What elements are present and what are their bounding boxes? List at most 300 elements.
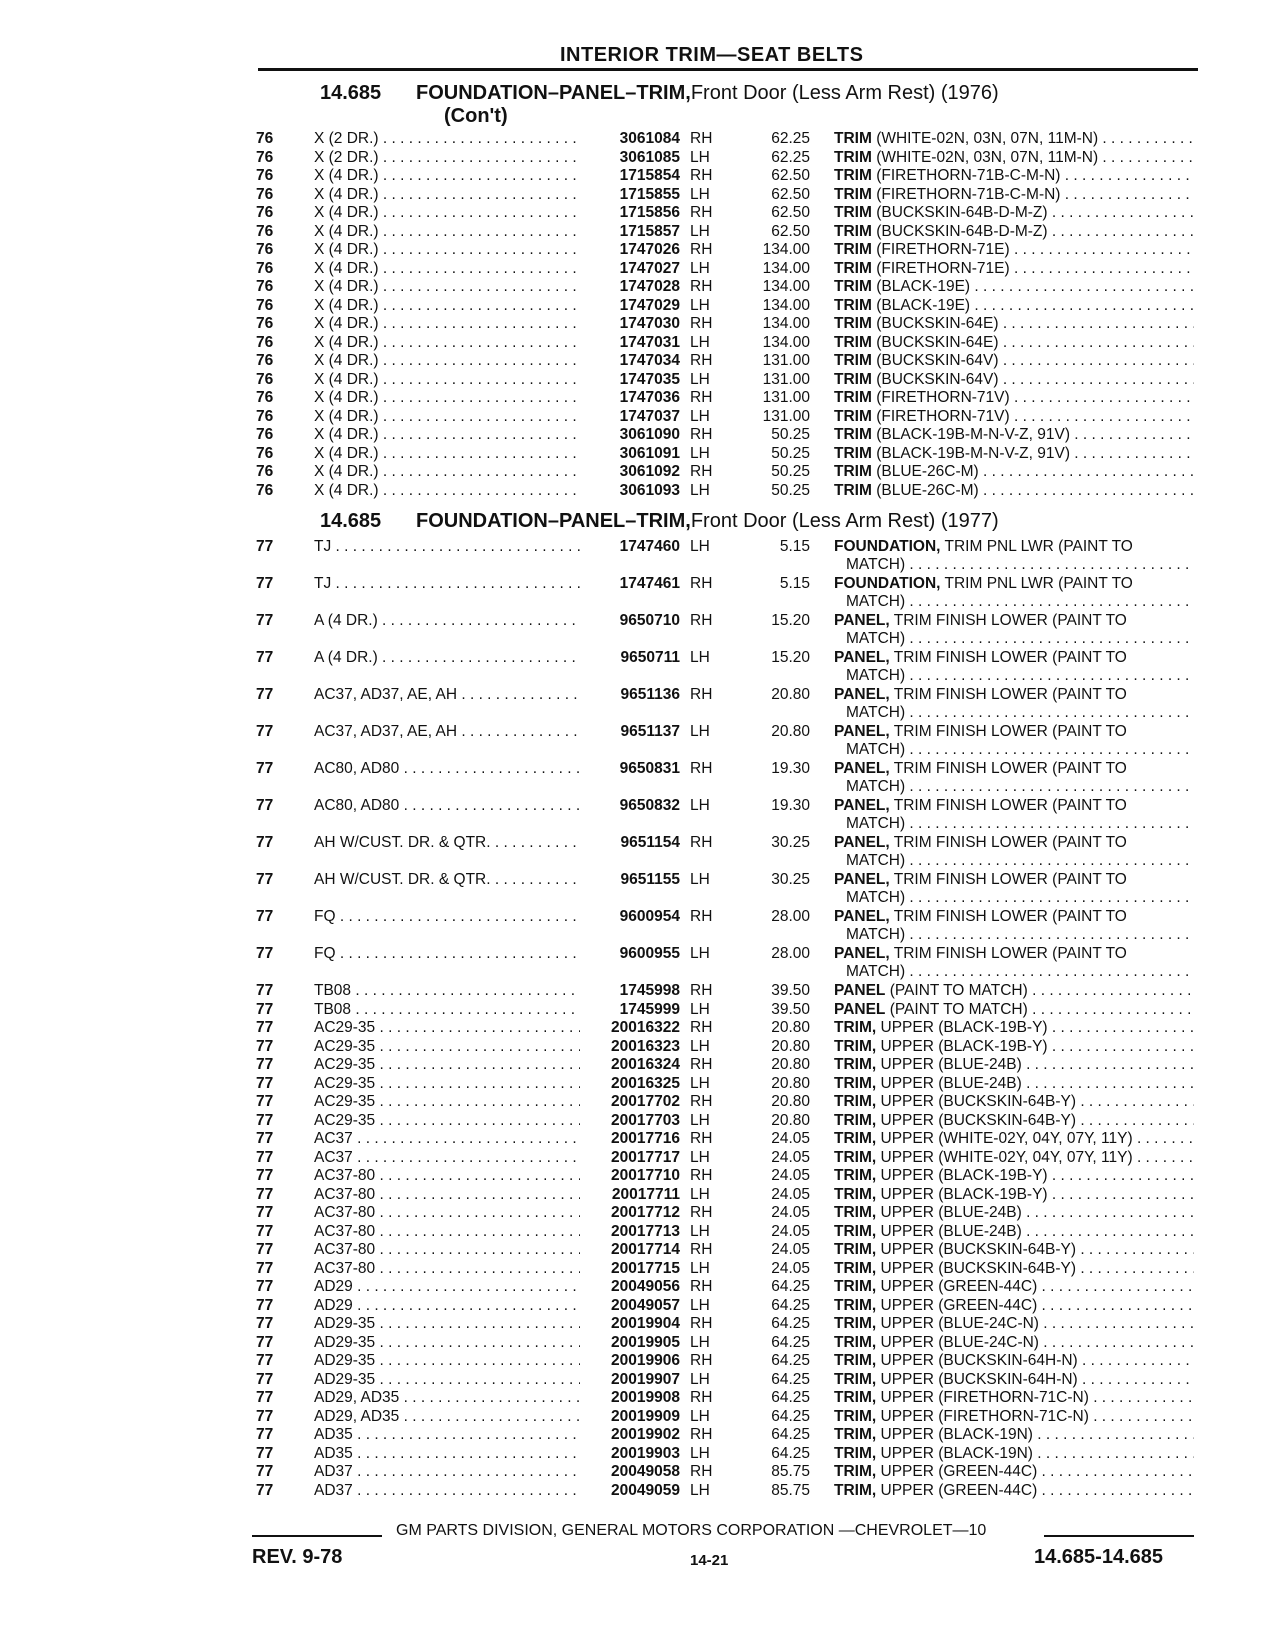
model-cell: AD29, AD35 . . .: [314, 1389, 580, 1407]
price-cell: 24.05: [771, 1204, 810, 1221]
description-text: TRIM FINISH LOWER (PAINT TO: [889, 797, 1127, 814]
continued-label: (Con't): [444, 105, 508, 127]
table-row: [0, 723, 1280, 760]
table-row: [0, 1297, 1280, 1316]
description-continuation: MATCH) . . .: [846, 815, 1194, 833]
price-cell: 62.50: [771, 167, 810, 184]
year-cell: 77: [256, 723, 274, 740]
side-cell: RH: [690, 908, 713, 925]
side-cell: RH: [690, 278, 713, 295]
description-text: TRIM PNL LWR (PAINT TO: [940, 575, 1133, 592]
price-cell: 64.25: [771, 1315, 810, 1332]
description-text: TRIM FINISH LOWER (PAINT TO: [889, 686, 1127, 703]
part-number-cell: 20017717: [611, 1148, 680, 1166]
model-cell: AC29-35 . . .: [314, 1019, 580, 1037]
side-cell: LH: [690, 797, 710, 814]
part-number-cell: 9651136: [620, 686, 680, 703]
price-cell: 30.25: [771, 834, 810, 851]
description-cell: [834, 760, 1194, 778]
price-cell: 50.25: [771, 426, 810, 443]
model-cell: X (4 DR.) . . .: [314, 204, 580, 222]
description-keyword: TRIM,: [834, 1333, 877, 1351]
side-cell: LH: [690, 1481, 710, 1499]
year-cell: 76: [256, 204, 274, 221]
section-title-rest: Front Door (Less Arm Rest) (1977): [690, 510, 999, 532]
description-keyword: TRIM: [834, 296, 872, 314]
price-cell: 134.00: [762, 241, 810, 258]
description-keyword: TRIM,: [834, 1204, 877, 1221]
description-continuation: MATCH) . . .: [846, 630, 1194, 648]
year-cell: 77: [256, 686, 274, 703]
description-cell: [834, 1482, 1194, 1500]
model-cell: X (4 DR.) . . .: [314, 278, 580, 296]
side-cell: LH: [690, 444, 710, 462]
model-cell: TB08 . . .: [314, 1001, 580, 1019]
model-cell: X (4 DR.) . . .: [314, 426, 580, 444]
description-keyword: PANEL,: [834, 871, 890, 888]
description-text: UPPER (BUCKSKIN-64B-Y) . . .: [876, 1241, 1194, 1258]
description-text: UPPER (FIRETHORN-71C-N) . . .: [876, 1408, 1194, 1425]
price-cell: 62.50: [771, 204, 810, 221]
description-cell: [834, 1112, 1194, 1130]
year-cell: 77: [256, 1444, 274, 1462]
table-row: [0, 186, 1280, 205]
description-keyword: TRIM: [834, 426, 872, 443]
description-cell: [834, 1297, 1194, 1315]
model-cell: X (4 DR.) . . .: [314, 445, 580, 463]
year-cell: 77: [256, 1167, 274, 1184]
year-cell: 76: [256, 259, 274, 277]
side-cell: RH: [690, 315, 713, 332]
table-row: [0, 1223, 1280, 1242]
side-cell: LH: [690, 148, 710, 166]
part-number-cell: 20019905: [611, 1333, 680, 1351]
side-cell: LH: [690, 1037, 710, 1055]
description-cell: [834, 1075, 1194, 1093]
description-cell: [834, 1093, 1194, 1111]
side-cell: LH: [690, 871, 710, 888]
price-cell: 24.05: [771, 1130, 810, 1147]
year-cell: 77: [256, 871, 274, 888]
description-continuation: MATCH) . . .: [846, 963, 1194, 981]
price-cell: 64.25: [771, 1352, 810, 1369]
model-cell: AD29, AD35 . . .: [314, 1408, 580, 1426]
part-number-cell: 20019903: [611, 1444, 680, 1462]
table-row: [0, 297, 1280, 316]
description-cell: [834, 1315, 1194, 1333]
description-cell: [834, 1186, 1194, 1204]
part-number-cell: 1715855: [619, 185, 680, 203]
description-text: TRIM PNL LWR (PAINT TO: [940, 538, 1133, 555]
description-text: TRIM FINISH LOWER (PAINT TO: [889, 649, 1127, 666]
description-keyword: TRIM: [834, 204, 872, 221]
description-text: UPPER (GREEN-44C) . . .: [876, 1297, 1194, 1314]
description-keyword: TRIM,: [834, 1019, 877, 1036]
description-keyword: PANEL,: [834, 797, 890, 814]
description-continuation: MATCH) . . .: [846, 778, 1194, 796]
description-text: UPPER (GREEN-44C) . . .: [876, 1463, 1194, 1480]
description-cell: [834, 445, 1194, 463]
part-number-cell: 20017703: [611, 1111, 680, 1129]
model-cell: X (4 DR.) . . .: [314, 408, 580, 426]
description-keyword: TRIM,: [834, 1370, 877, 1388]
year-cell: 77: [256, 1056, 274, 1073]
side-cell: RH: [690, 426, 713, 443]
price-cell: 50.25: [771, 444, 810, 462]
description-cell: [834, 278, 1194, 296]
parts-list-1976: [0, 130, 1280, 500]
year-cell: 77: [256, 834, 274, 851]
description-text: UPPER (BUCKSKIN-64H-N) . . .: [876, 1371, 1194, 1388]
description-text: TRIM FINISH LOWER (PAINT TO: [889, 612, 1127, 629]
description-text: (FIRETHORN-71E) . . .: [872, 260, 1194, 277]
part-number-cell: 1747034: [619, 352, 680, 369]
description-cell: [834, 1408, 1194, 1426]
table-row: [0, 315, 1280, 334]
description-keyword: TRIM: [834, 333, 872, 351]
part-number-cell: 1747035: [619, 370, 680, 388]
side-cell: RH: [690, 760, 713, 777]
description-text: UPPER (BLUE-24B) . . .: [876, 1075, 1194, 1092]
year-cell: 77: [256, 1019, 274, 1036]
table-row: [0, 1426, 1280, 1445]
year-cell: 77: [256, 1222, 274, 1240]
year-cell: 76: [256, 352, 274, 369]
price-cell: 15.20: [771, 649, 810, 666]
model-cell: X (4 DR.) . . .: [314, 186, 580, 204]
part-number-cell: 1747037: [619, 407, 680, 425]
model-cell: X (4 DR.) . . .: [314, 482, 580, 500]
model-cell: AC29-35 . . .: [314, 1093, 580, 1111]
description-continuation: MATCH) . . .: [846, 667, 1194, 685]
year-cell: 77: [256, 908, 274, 925]
table-row: [0, 649, 1280, 686]
year-cell: 76: [256, 167, 274, 184]
table-row: [0, 445, 1280, 464]
model-cell: FQ . . .: [314, 945, 580, 963]
price-cell: 134.00: [762, 278, 810, 295]
side-cell: RH: [690, 1167, 713, 1184]
year-cell: 77: [256, 1148, 274, 1166]
table-row: [0, 1130, 1280, 1149]
section-range: 14.685-14.685: [1034, 1546, 1164, 1568]
model-cell: AD29-35 . . .: [314, 1371, 580, 1389]
description-text: (FIRETHORN-71B-C-M-N) . . .: [872, 186, 1194, 203]
model-cell: AD29-35 . . .: [314, 1315, 580, 1333]
model-cell: X (4 DR.) . . .: [314, 241, 580, 259]
model-cell: AC37, AD37, AE, AH . . .: [314, 723, 580, 741]
year-cell: 77: [256, 1259, 274, 1277]
side-cell: LH: [690, 1074, 710, 1092]
description-keyword: TRIM: [834, 278, 872, 295]
description-keyword: TRIM,: [834, 1241, 877, 1258]
year-cell: 77: [256, 575, 274, 592]
description-cell: [834, 1241, 1194, 1259]
part-number-cell: 20019908: [611, 1389, 680, 1406]
side-cell: LH: [690, 1000, 710, 1018]
description-keyword: TRIM: [834, 389, 872, 406]
description-text: UPPER (BUCKSKIN-64H-N) . . .: [876, 1352, 1194, 1369]
side-cell: LH: [690, 222, 710, 240]
description-keyword: TRIM,: [834, 1296, 877, 1314]
description-text: UPPER (BUCKSKIN-64B-Y) . . .: [876, 1093, 1194, 1110]
side-cell: RH: [690, 1093, 713, 1110]
side-cell: RH: [690, 1426, 713, 1443]
part-number-cell: 1745998: [619, 982, 680, 999]
price-cell: 24.05: [771, 1259, 810, 1277]
page-header: INTERIOR TRIM—SEAT BELTS: [560, 44, 864, 66]
year-cell: 77: [256, 1185, 274, 1203]
year-cell: 77: [256, 1111, 274, 1129]
table-row: [0, 278, 1280, 297]
part-number-cell: 3061090: [619, 426, 680, 443]
description-continuation: MATCH) . . .: [846, 926, 1194, 944]
year-cell: 76: [256, 222, 274, 240]
part-number-cell: 1747031: [619, 333, 680, 351]
description-continuation: MATCH) . . .: [846, 593, 1194, 611]
part-number-cell: 20017702: [611, 1093, 680, 1110]
year-cell: 77: [256, 1481, 274, 1499]
year-cell: 76: [256, 426, 274, 443]
header-rule: [258, 68, 1198, 71]
description-keyword: PANEL,: [834, 834, 890, 851]
description-cell: [834, 834, 1194, 852]
side-cell: LH: [690, 370, 710, 388]
year-cell: 76: [256, 278, 274, 295]
description-keyword: TRIM: [834, 185, 872, 203]
price-cell: 19.30: [771, 797, 810, 814]
table-row: [0, 1389, 1280, 1408]
description-cell: [834, 1001, 1194, 1019]
side-cell: RH: [690, 1019, 713, 1036]
price-cell: 24.05: [771, 1185, 810, 1203]
description-text: (BLUE-26C-M) . . .: [872, 463, 1194, 480]
table-row: [0, 1352, 1280, 1371]
model-cell: AC37, AD37, AE, AH . . .: [314, 686, 580, 704]
description-keyword: TRIM,: [834, 1111, 877, 1129]
model-cell: AH W/CUST. DR. & QTR. . . .: [314, 834, 580, 852]
part-number-cell: 1715857: [619, 222, 680, 240]
part-number-cell: 20016325: [611, 1074, 680, 1092]
side-cell: RH: [690, 204, 713, 221]
table-row: [0, 797, 1280, 834]
price-cell: 64.25: [771, 1426, 810, 1443]
description-text: (BUCKSKIN-64V) . . .: [872, 371, 1194, 388]
description-keyword: TRIM,: [834, 1056, 877, 1073]
description-text: UPPER (BUCKSKIN-64B-Y) . . .: [876, 1112, 1194, 1129]
side-cell: RH: [690, 130, 713, 147]
description-text: UPPER (WHITE-02Y, 04Y, 07Y, 11Y) . . .: [876, 1130, 1194, 1147]
model-cell: A (4 DR.) . . .: [314, 649, 580, 667]
model-cell: AC37-80 . . .: [314, 1186, 580, 1204]
model-cell: TJ . . .: [314, 575, 580, 593]
part-number-cell: 1745999: [619, 1000, 680, 1018]
price-cell: 134.00: [762, 333, 810, 351]
table-row: [0, 1260, 1280, 1279]
price-cell: 64.25: [771, 1333, 810, 1351]
side-cell: LH: [690, 296, 710, 314]
year-cell: 77: [256, 945, 274, 962]
description-keyword: TRIM: [834, 463, 872, 480]
year-cell: 77: [256, 1204, 274, 1221]
description-keyword: PANEL,: [834, 945, 890, 962]
price-cell: 20.80: [771, 1037, 810, 1055]
description-text: TRIM FINISH LOWER (PAINT TO: [889, 834, 1127, 851]
year-cell: 77: [256, 649, 274, 666]
side-cell: LH: [690, 1222, 710, 1240]
side-cell: LH: [690, 1444, 710, 1462]
description-continuation: MATCH) . . .: [846, 852, 1194, 870]
part-number-cell: 9600954: [619, 908, 680, 925]
price-cell: 20.80: [771, 686, 810, 703]
price-cell: 28.00: [771, 945, 810, 962]
description-continuation: MATCH) . . .: [846, 704, 1194, 722]
model-cell: AH W/CUST. DR. & QTR. . . .: [314, 871, 580, 889]
table-row: [0, 1056, 1280, 1075]
part-number-cell: 3061093: [619, 481, 680, 499]
description-cell: [834, 1426, 1194, 1444]
description-text: UPPER (BLUE-24C-N) . . .: [876, 1334, 1194, 1351]
price-cell: 85.75: [771, 1463, 810, 1480]
footer-rule-right: [1044, 1535, 1194, 1537]
price-cell: 20.80: [771, 723, 810, 740]
description-keyword: TRIM,: [834, 1185, 877, 1203]
description-cell: [834, 1260, 1194, 1278]
part-number-cell: 1747460: [619, 538, 680, 555]
model-cell: AC29-35 . . .: [314, 1075, 580, 1093]
description-text: (BLUE-26C-M) . . .: [872, 482, 1194, 499]
part-number-cell: 1747036: [619, 389, 680, 406]
price-cell: 20.80: [771, 1056, 810, 1073]
model-cell: X (2 DR.) . . .: [314, 149, 580, 167]
description-cell: [834, 1223, 1194, 1241]
model-cell: AC37-80 . . .: [314, 1223, 580, 1241]
year-cell: 77: [256, 797, 274, 814]
description-keyword: TRIM,: [834, 1389, 877, 1406]
part-number-cell: 20017710: [611, 1167, 680, 1184]
description-cell: [834, 1278, 1194, 1296]
description-cell: [834, 1130, 1194, 1148]
description-text: TRIM FINISH LOWER (PAINT TO: [889, 908, 1127, 925]
price-cell: 131.00: [762, 389, 810, 406]
side-cell: LH: [690, 538, 710, 555]
description-cell: [834, 1352, 1194, 1370]
year-cell: 76: [256, 389, 274, 406]
price-cell: 131.00: [762, 407, 810, 425]
price-cell: 24.05: [771, 1241, 810, 1258]
model-cell: AC29-35 . . .: [314, 1056, 580, 1074]
description-text: (PAINT TO MATCH) . . .: [885, 1001, 1194, 1018]
year-cell: 77: [256, 1463, 274, 1480]
description-cell: [834, 149, 1194, 167]
model-cell: X (4 DR.) . . .: [314, 334, 580, 352]
description-text: UPPER (WHITE-02Y, 04Y, 07Y, 11Y) . . .: [876, 1149, 1194, 1166]
description-keyword: TRIM: [834, 222, 872, 240]
table-row: [0, 575, 1280, 612]
part-number-cell: 20049058: [611, 1463, 680, 1480]
table-row: [0, 538, 1280, 575]
year-cell: 76: [256, 444, 274, 462]
model-cell: X (2 DR.) . . .: [314, 130, 580, 148]
side-cell: RH: [690, 1463, 713, 1480]
model-cell: AC37-80 . . .: [314, 1167, 580, 1185]
table-row: [0, 1149, 1280, 1168]
price-cell: 134.00: [762, 296, 810, 314]
model-cell: AC37-80 . . .: [314, 1260, 580, 1278]
side-cell: RH: [690, 1204, 713, 1221]
year-cell: 76: [256, 296, 274, 314]
price-cell: 64.25: [771, 1370, 810, 1388]
year-cell: 77: [256, 1000, 274, 1018]
description-cell: [834, 797, 1194, 815]
description-keyword: TRIM: [834, 130, 872, 147]
price-cell: 15.20: [771, 612, 810, 629]
description-keyword: TRIM: [834, 481, 872, 499]
part-number-cell: 1747026: [619, 241, 680, 258]
price-cell: 39.50: [771, 982, 810, 999]
description-keyword: TRIM: [834, 407, 872, 425]
part-number-cell: 20017714: [611, 1241, 680, 1258]
side-cell: LH: [690, 185, 710, 203]
side-cell: RH: [690, 1241, 713, 1258]
description-text: UPPER (GREEN-44C) . . .: [876, 1278, 1194, 1295]
description-text: (BLACK-19E) . . .: [872, 278, 1194, 295]
side-cell: LH: [690, 1185, 710, 1203]
description-text: (FIRETHORN-71V) . . .: [872, 408, 1194, 425]
description-keyword: TRIM,: [834, 1315, 877, 1332]
price-cell: 64.25: [771, 1296, 810, 1314]
year-cell: 77: [256, 538, 274, 555]
table-row: [0, 612, 1280, 649]
price-cell: 62.50: [771, 185, 810, 203]
description-keyword: TRIM: [834, 352, 872, 369]
model-cell: FQ . . .: [314, 908, 580, 926]
table-row: [0, 1408, 1280, 1427]
side-cell: LH: [690, 1407, 710, 1425]
description-keyword: TRIM,: [834, 1037, 877, 1055]
description-cell: [834, 315, 1194, 333]
table-row: [0, 1278, 1280, 1297]
description-cell: [834, 1056, 1194, 1074]
part-number-cell: 20017712: [611, 1204, 680, 1221]
description-cell: [834, 1038, 1194, 1056]
description-keyword: TRIM,: [834, 1352, 877, 1369]
description-text: (BUCKSKIN-64E) . . .: [872, 334, 1194, 351]
side-cell: RH: [690, 982, 713, 999]
year-cell: 77: [256, 1037, 274, 1055]
side-cell: LH: [690, 1370, 710, 1388]
year-cell: 77: [256, 1426, 274, 1443]
side-cell: RH: [690, 1056, 713, 1073]
side-cell: RH: [690, 389, 713, 406]
description-cell: [834, 204, 1194, 222]
table-row: [0, 241, 1280, 260]
part-number-cell: 20017715: [611, 1259, 680, 1277]
price-cell: 85.75: [771, 1481, 810, 1499]
price-cell: 5.15: [779, 575, 810, 592]
price-cell: 20.80: [771, 1111, 810, 1129]
side-cell: RH: [690, 686, 713, 703]
part-number-cell: 9651155: [620, 871, 680, 888]
model-cell: AD29-35 . . .: [314, 1334, 580, 1352]
description-text: UPPER (BLUE-24B) . . .: [876, 1056, 1194, 1073]
description-text: UPPER (BLACK-19B-Y) . . .: [876, 1019, 1194, 1036]
description-continuation: MATCH) . . .: [846, 741, 1194, 759]
description-text: UPPER (BLUE-24B) . . .: [876, 1223, 1194, 1240]
description-cell: [834, 908, 1194, 926]
price-cell: 50.25: [771, 463, 810, 480]
table-row: [0, 834, 1280, 871]
